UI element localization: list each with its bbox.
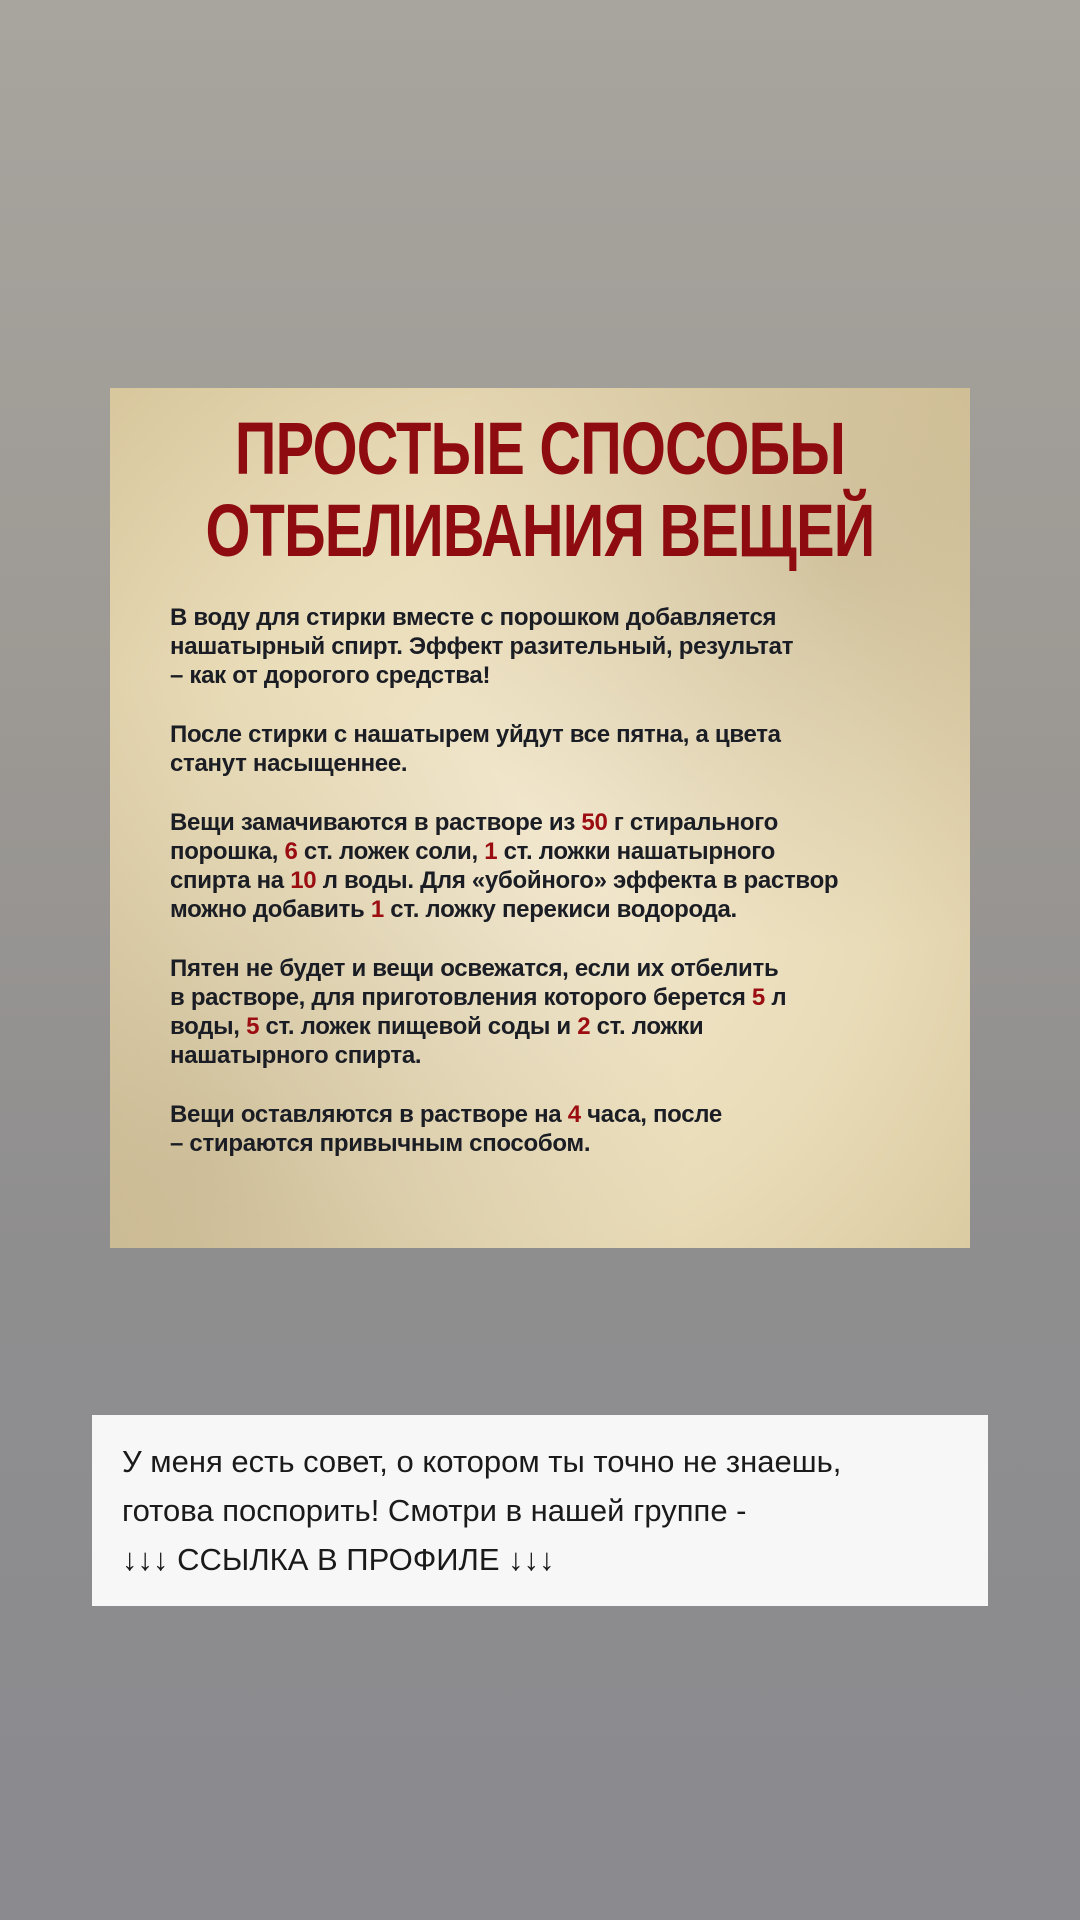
highlight-number: 1 <box>484 838 498 865</box>
poster-line: станут насыщеннее. <box>170 750 408 777</box>
poster-line: После стирки с нашатырем уйдут все пятна, а цвета <box>170 721 781 748</box>
poster-line <box>170 895 930 924</box>
poster-line <box>170 1012 930 1041</box>
poster-paragraph <box>170 720 930 778</box>
highlight-number: 5 <box>751 984 765 1011</box>
poster-paragraph <box>170 603 930 690</box>
poster-text: часа, после <box>580 1101 722 1128</box>
poster-body <box>170 603 930 1188</box>
highlight-number: 1 <box>370 896 384 923</box>
poster-line <box>170 837 930 866</box>
poster-image <box>110 388 970 1248</box>
poster-text: ст. ложки нашатырного <box>497 838 775 865</box>
poster-text: ст. ложек пищевой соды и <box>259 1013 578 1040</box>
highlight-number: 10 <box>290 867 317 894</box>
poster-line: – стираются привычным способом. <box>170 1130 591 1157</box>
profile-link-text[interactable]: ↓↓↓ ССЫЛКА В ПРОФИЛЕ ↓↓↓ <box>122 1542 555 1577</box>
poster-line: нашатырный спирт. Эффект разительный, результат <box>170 633 794 660</box>
caption-line: У меня есть совет, о котором ты точно не знаешь, <box>122 1444 842 1479</box>
poster-text: в растворе, для приготовления которого берется <box>170 984 752 1011</box>
highlight-number: 6 <box>284 838 298 865</box>
poster-line: Пятен не будет и вещи освежатся, если их отбелить <box>170 955 779 982</box>
poster-line <box>170 866 930 895</box>
caption-box[interactable] <box>92 1415 988 1606</box>
highlight-number: 2 <box>577 1013 591 1040</box>
poster-title-line: ПРОСТЫЕ СПОСОБЫ <box>234 407 846 490</box>
poster-text: л <box>764 984 787 1011</box>
caption-line: готова поспорить! Смотри в нашей группе - <box>122 1493 747 1528</box>
poster-paragraph <box>170 808 930 924</box>
poster-text: ст. ложку перекиси водорода. <box>383 896 737 923</box>
poster-line: – как от дорогого средства! <box>170 662 491 689</box>
poster-line: В воду для стирки вместе с порошком добавляется <box>170 604 777 631</box>
poster-text: ст. ложек соли, <box>297 838 485 865</box>
poster-text: воды, <box>170 1013 247 1040</box>
poster-text: можно добавить <box>170 896 371 923</box>
poster-paragraph <box>170 1100 930 1158</box>
poster-title-line: ОТБЕЛИВАНИЯ ВЕЩЕЙ <box>205 489 875 572</box>
poster-text: л воды. Для «убойного» эффекта в раствор <box>316 867 839 894</box>
poster-line <box>170 808 930 837</box>
poster-text: Вещи оставляются в растворе на <box>170 1101 568 1128</box>
poster-line <box>170 983 930 1012</box>
poster-text: спирта на <box>170 867 291 894</box>
poster-line: нашатырного спирта. <box>170 1042 422 1069</box>
poster-text: Вещи замачиваются в растворе из <box>170 809 582 836</box>
poster-title <box>205 408 876 572</box>
poster-text: ст. ложки <box>590 1013 704 1040</box>
poster-text: порошка, <box>170 838 285 865</box>
highlight-number: 50 <box>581 809 608 836</box>
poster-text: г стирального <box>607 809 778 836</box>
poster-paragraph <box>170 954 930 1070</box>
poster-line <box>170 1100 930 1129</box>
highlight-number: 4 <box>567 1101 581 1128</box>
highlight-number: 5 <box>246 1013 260 1040</box>
